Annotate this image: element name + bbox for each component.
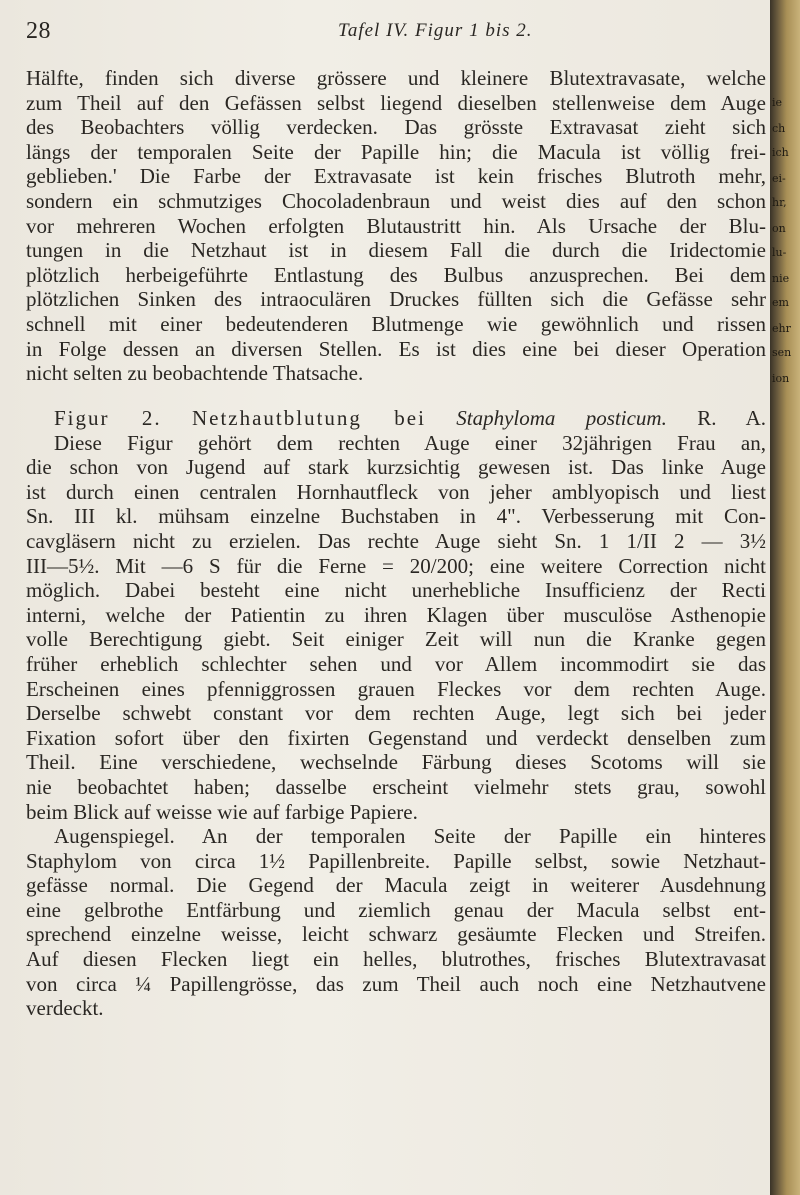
edge-fragment: hr,: [772, 196, 787, 209]
edge-fragment: nie: [772, 272, 790, 285]
text-line: Fixation sofort über den fixirten Gegenstand und verdeckt denselben zum: [26, 725, 766, 750]
text-line: gefässe normal. Die Gegend der Macula zeigt in weiterer Ausdehnung: [26, 873, 766, 898]
edge-fragment: ehr: [772, 322, 791, 335]
text-line: sprechend einzelne weisse, leicht schwarz gesäumte Flecken und Streifen.: [26, 922, 766, 947]
text-line: schnell mit einer bedeutenderen Blutmenge wie gewöhnlich und rissen: [26, 311, 766, 336]
text-line: vor mehreren Wochen erfolgten Blutaustritt hin. Als Ursache der Blu-: [26, 213, 766, 238]
edge-fragment: ch: [772, 122, 786, 135]
text-line: Diese Figur gehört dem rechten Auge einer 32jährigen Frau an,: [54, 430, 766, 455]
edge-fragment: em: [772, 296, 789, 309]
figure-2-section: [26, 406, 766, 1021]
text-line: nie beobachtet haben; dasselbe erscheint vielmehr stets grau, sowohl: [26, 774, 766, 799]
text-line: sondern ein schmutziges Chocoladenbraun und weist dies auf den schon: [26, 188, 766, 213]
text-line: Theil. Eine verschiedene, wechselnde Färbung dieses Scotoms will sie: [26, 750, 766, 775]
text-line: von circa ¼ Papillengrösse, das zum Theil auch noch eine Netzhautvene: [26, 971, 766, 996]
text-line: Erscheinen eines pfenniggrossen grauen Fleckes vor dem rechten Auge.: [26, 676, 766, 701]
text-line: Auf diesen Flecken liegt ein helles, blutrothes, frisches Blutextravasat: [26, 947, 766, 972]
text-line: volle Berechtigung giebt. Seit einiger Zeit will nun die Kranke gegen: [26, 627, 766, 652]
text-line: eine gelbrothe Entfärbung und ziemlich genau der Macula selbst ent-: [26, 897, 766, 922]
figure-eye: R. A.: [697, 406, 767, 430]
text-line: Sn. III kl. mühsam einzelne Buchstaben in 4". Verbesserung mit Con-: [26, 504, 766, 529]
adjacent-page-edge: [770, 0, 800, 1195]
text-line: ist durch einen centralen Hornhautfleck von jeher amblyopisch und liest: [26, 479, 766, 504]
text-line: früher erheblich schlechter sehen und vor Allem incommodirt sie das: [26, 651, 766, 676]
text-line: geblieben.' Die Farbe der Extravasate ist kein frisches Blutroth mehr,: [26, 164, 766, 189]
text-line: zum Theil auf den Gefässen selbst liegend dieselben stellenweise dem Auge: [26, 90, 766, 115]
edge-fragment: ion: [772, 372, 790, 385]
page-header: [0, 8, 770, 42]
edge-fragment: ei-: [772, 172, 786, 185]
text-line: in Folge dessen an diversen Stellen. Es ist dies eine bei dieser Operation: [26, 336, 766, 361]
text-line: Hälfte, finden sich diverse grössere und kleinere Blutextravasate, welche: [26, 66, 766, 90]
text-line: möglich. Dabei besteht eine nicht unerhebliche Insufficienz der Recti: [26, 578, 766, 603]
paragraph-1: [26, 66, 766, 386]
edge-fragment: ich: [772, 146, 789, 159]
figure-title: Netzhautblutung bei: [191, 406, 426, 430]
edge-fragment: lu-: [772, 246, 787, 259]
edge-fragment: sen: [772, 346, 792, 359]
text-line: III—5½. Mit —6 S für die Ferne = 20/200; eine weitere Correction nicht: [26, 553, 766, 578]
text-line: Staphylom von circa 1½ Papillenbreite. Papille selbst, sowie Netzhaut-: [26, 848, 766, 873]
edge-fragment: on: [772, 222, 786, 235]
text-line: tungen in die Netzhaut ist in diesem Fall die durch die Iridectomie: [26, 238, 766, 263]
text-line: nicht selten zu beobachtende Thatsache.: [26, 361, 364, 386]
text-line: längs der temporalen Seite der Papille hin; die Macula ist völlig frei-: [26, 139, 766, 164]
figure-diagnosis: Staphyloma posticum.: [456, 406, 667, 430]
figure-heading: [26, 406, 766, 431]
page-number: 28: [26, 18, 51, 44]
text-line: verdeckt.: [26, 996, 104, 1021]
text-line: cavgläsern nicht zu erzielen. Das rechte Auge sieht Sn. 1 1/II 2 — 3½: [26, 528, 766, 553]
text-line: plötzlich herbeigeführte Entlastung des Bulbus anzusprechen. Bei dem: [26, 262, 766, 287]
text-line: die schon von Jugend auf stark kurzsichtig gewesen ist. Das linke Auge: [26, 455, 766, 480]
text-line: Augenspiegel. An der temporalen Seite der Papille ein hinteres: [54, 824, 766, 849]
text-line: des Beobachters völlig verdecken. Das grösste Extravasat zieht sich: [26, 115, 766, 140]
text-line: plötzlichen Sinken des intraoculären Druckes füllten sich die Gefässe sehr: [26, 287, 766, 312]
figure-label: Figur 2.: [54, 406, 162, 430]
text-line: Derselbe schwebt constant vor dem rechten Auge, legt sich bei jeder: [26, 701, 766, 726]
edge-fragment: ie: [772, 96, 783, 109]
running-title: Tafel IV. Figur 1 bis 2.: [338, 20, 533, 41]
text-line: interni, welche der Patientin zu ihren Klagen über musculöse Asthenopie: [26, 602, 766, 627]
text-line: beim Blick auf weisse wie auf farbige Papiere.: [26, 799, 418, 824]
